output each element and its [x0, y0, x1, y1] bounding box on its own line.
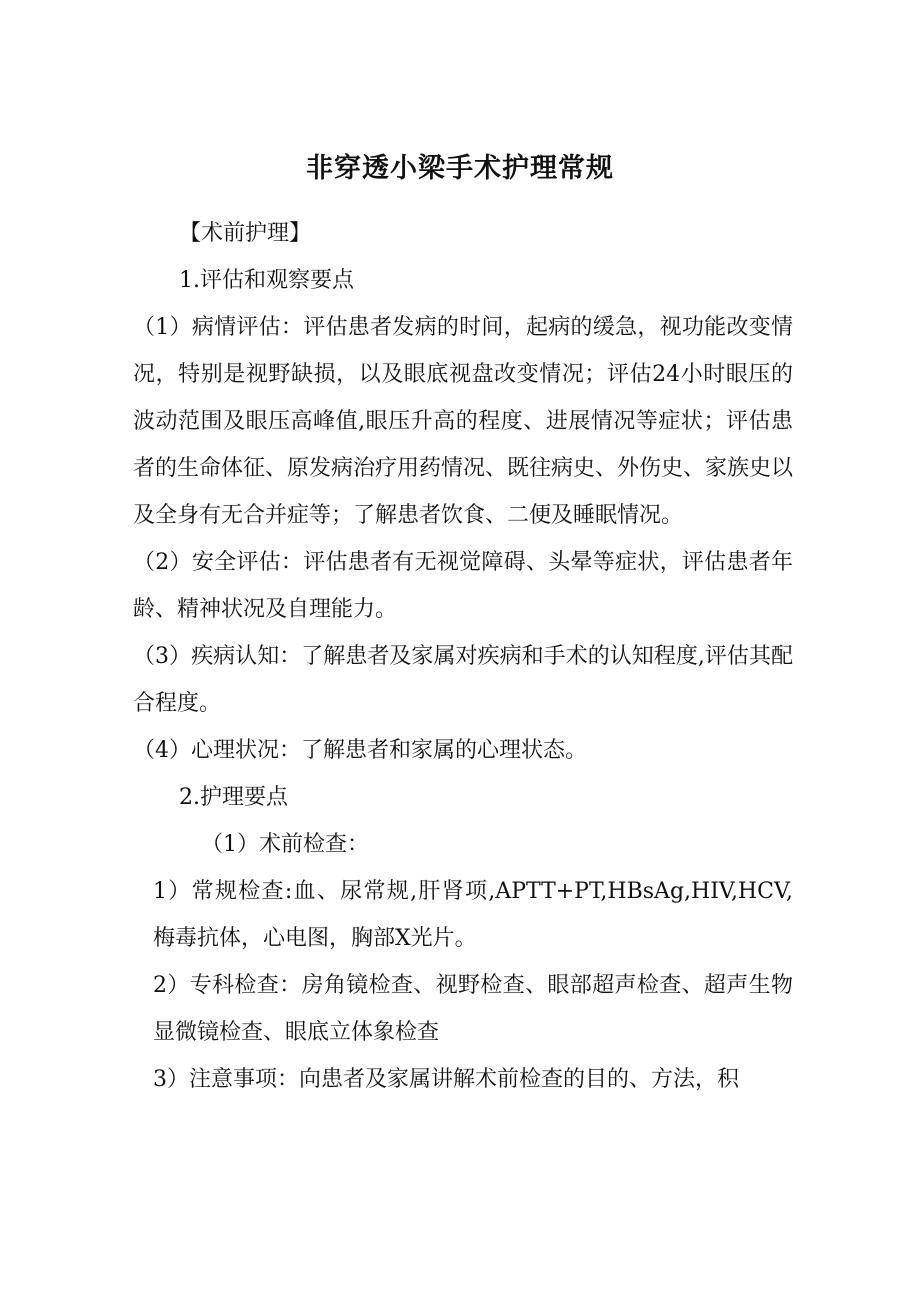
- section-heading-preop: 【术前护理】: [179, 221, 312, 246]
- paragraph-psychological-status: （4）心理状况：了解患者和家属的心理状态。: [133, 738, 587, 763]
- document-body: [133, 210, 793, 1103]
- item-special-exam: 2）专科检查：房角镜检查、视野检查、眼部超声检查、超声生物显微镜检查、眼底立体象检查: [153, 973, 793, 1045]
- heading-nursing-points: 2.护理要点: [179, 785, 288, 810]
- document-title: 非穿透小梁手术护理常规: [306, 153, 614, 184]
- paragraph-disease-cognition: （3）疾病认知：了解患者及家属对疾病和手术的认知程度,评估其配合程度。: [133, 644, 793, 716]
- paragraph-disease-assessment: （1）病情评估：评估患者发病的时间，起病的缓急，视功能改变情况，特别是视野缺损，以及眼底视盘改变情况；评估24小时眼压的波动范围及眼压高峰值,眼压升高的程度、进展情况等症状；评估患者的生命体征、原发病治疗用药情况、既往病史、外伤史、家族史以及全身有无合并症等；了解患者饮食、二便及睡眠情况。: [133, 315, 794, 528]
- heading-assessment: 1.评估和观察要点: [179, 268, 354, 293]
- paragraph-safety-assessment: （2）安全评估：评估患者有无视觉障碍、头晕等症状，评估患者年龄、精神状况及自理能力。: [133, 550, 793, 622]
- item-routine-exam: 1）常规检查:血、尿常规,肝肾项,APTT+PT,HBsAg,HIV,HCV,梅毒抗体，心电图，胸部X光片。: [153, 879, 793, 951]
- item-precautions: 3）注意事项：向患者及家属讲解术前检查的目的、方法，积: [153, 1067, 739, 1092]
- subheading-preop-exam: （1）术前检查：: [201, 832, 369, 857]
